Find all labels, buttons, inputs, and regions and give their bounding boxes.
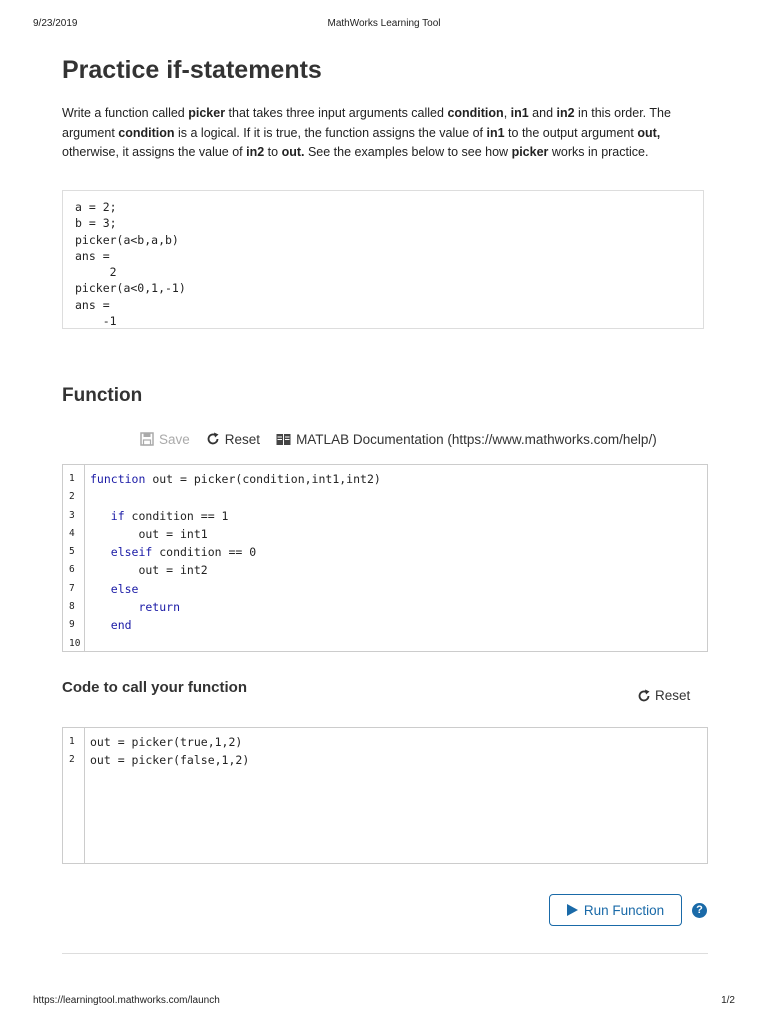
divider: [62, 953, 708, 954]
line-number: 10: [69, 637, 81, 649]
line-number: 6: [69, 564, 75, 576]
line-number: 8: [69, 601, 75, 613]
call-reset-button[interactable]: [637, 688, 690, 703]
code-line: [90, 488, 381, 506]
help-icon[interactable]: ?: [692, 903, 707, 918]
line-number: 3: [69, 509, 75, 521]
print-date: 9/23/2019: [33, 18, 78, 29]
line-number: 5: [69, 546, 75, 558]
code-lines: [85, 465, 381, 651]
reset-icon: [206, 432, 220, 446]
line-number-gutter: [63, 465, 85, 651]
code-line: out = int1: [90, 526, 208, 541]
book-icon: [276, 433, 291, 446]
code-line: out = picker(true,1,2): [90, 735, 243, 749]
code-line: end: [90, 618, 132, 633]
line-number: 4: [69, 527, 75, 539]
play-icon: [567, 904, 578, 916]
problem-description: Write a function called picker that takes three input arguments called condition, in1 and in2 in this order. The argument condition is a logical. If it is true, the function assigns the value of in1 to the output argument out, otherwise, it assigns the value of in2 to out. See the examples below to see how picker works in practice.: [62, 106, 671, 159]
line-number: 7: [69, 582, 75, 594]
code-line: out = int2: [90, 563, 208, 578]
save-label: Save: [159, 431, 190, 447]
print-title: MathWorks Learning Tool: [327, 18, 441, 29]
documentation-label: MATLAB Documentation (https://www.mathworks.com/help/): [296, 431, 657, 447]
matlab-documentation-link[interactable]: [276, 432, 657, 447]
call-code-editor[interactable]: [62, 727, 708, 864]
print-url: https://learningtool.mathworks.com/launch: [33, 995, 220, 1006]
line-number: 1: [69, 736, 75, 747]
function-toolbar: [140, 428, 673, 450]
line-number: 1: [69, 473, 75, 484]
reset-icon: [637, 689, 651, 703]
code-lines: [85, 728, 249, 863]
code-line: if condition == 1: [90, 508, 229, 523]
code-line: return: [90, 600, 181, 615]
reset-label: Reset: [224, 431, 261, 447]
run-function-label: Run Function: [583, 902, 665, 918]
code-line: out = picker(false,1,2): [90, 753, 250, 768]
code-line: function out = picker(condition,int1,int2): [90, 472, 381, 486]
function-heading: Function: [62, 385, 143, 406]
code-line: [90, 635, 381, 653]
page-title: Practice if-statements: [62, 56, 322, 84]
run-function-button[interactable]: [549, 894, 682, 926]
line-number-gutter: [63, 728, 85, 863]
code-line: elseif condition == 0: [90, 545, 257, 560]
save-button[interactable]: [140, 432, 190, 447]
call-reset-label: Reset: [655, 688, 691, 703]
code-line: else: [90, 581, 139, 596]
example-code: a = 2; b = 3; picker(a<b,a,b) ans = 2 picker(a<0,1,-1) ans = -1: [75, 200, 186, 329]
line-number: 9: [69, 619, 75, 631]
line-number: 2: [69, 491, 75, 503]
call-section-heading: Code to call your function: [62, 679, 248, 696]
line-number: 2: [69, 754, 75, 766]
function-code-editor[interactable]: [62, 464, 708, 652]
reset-button[interactable]: [206, 432, 260, 447]
save-icon: [140, 432, 154, 446]
print-page-number: 1/2: [721, 995, 735, 1006]
example-code-block: [62, 190, 704, 329]
